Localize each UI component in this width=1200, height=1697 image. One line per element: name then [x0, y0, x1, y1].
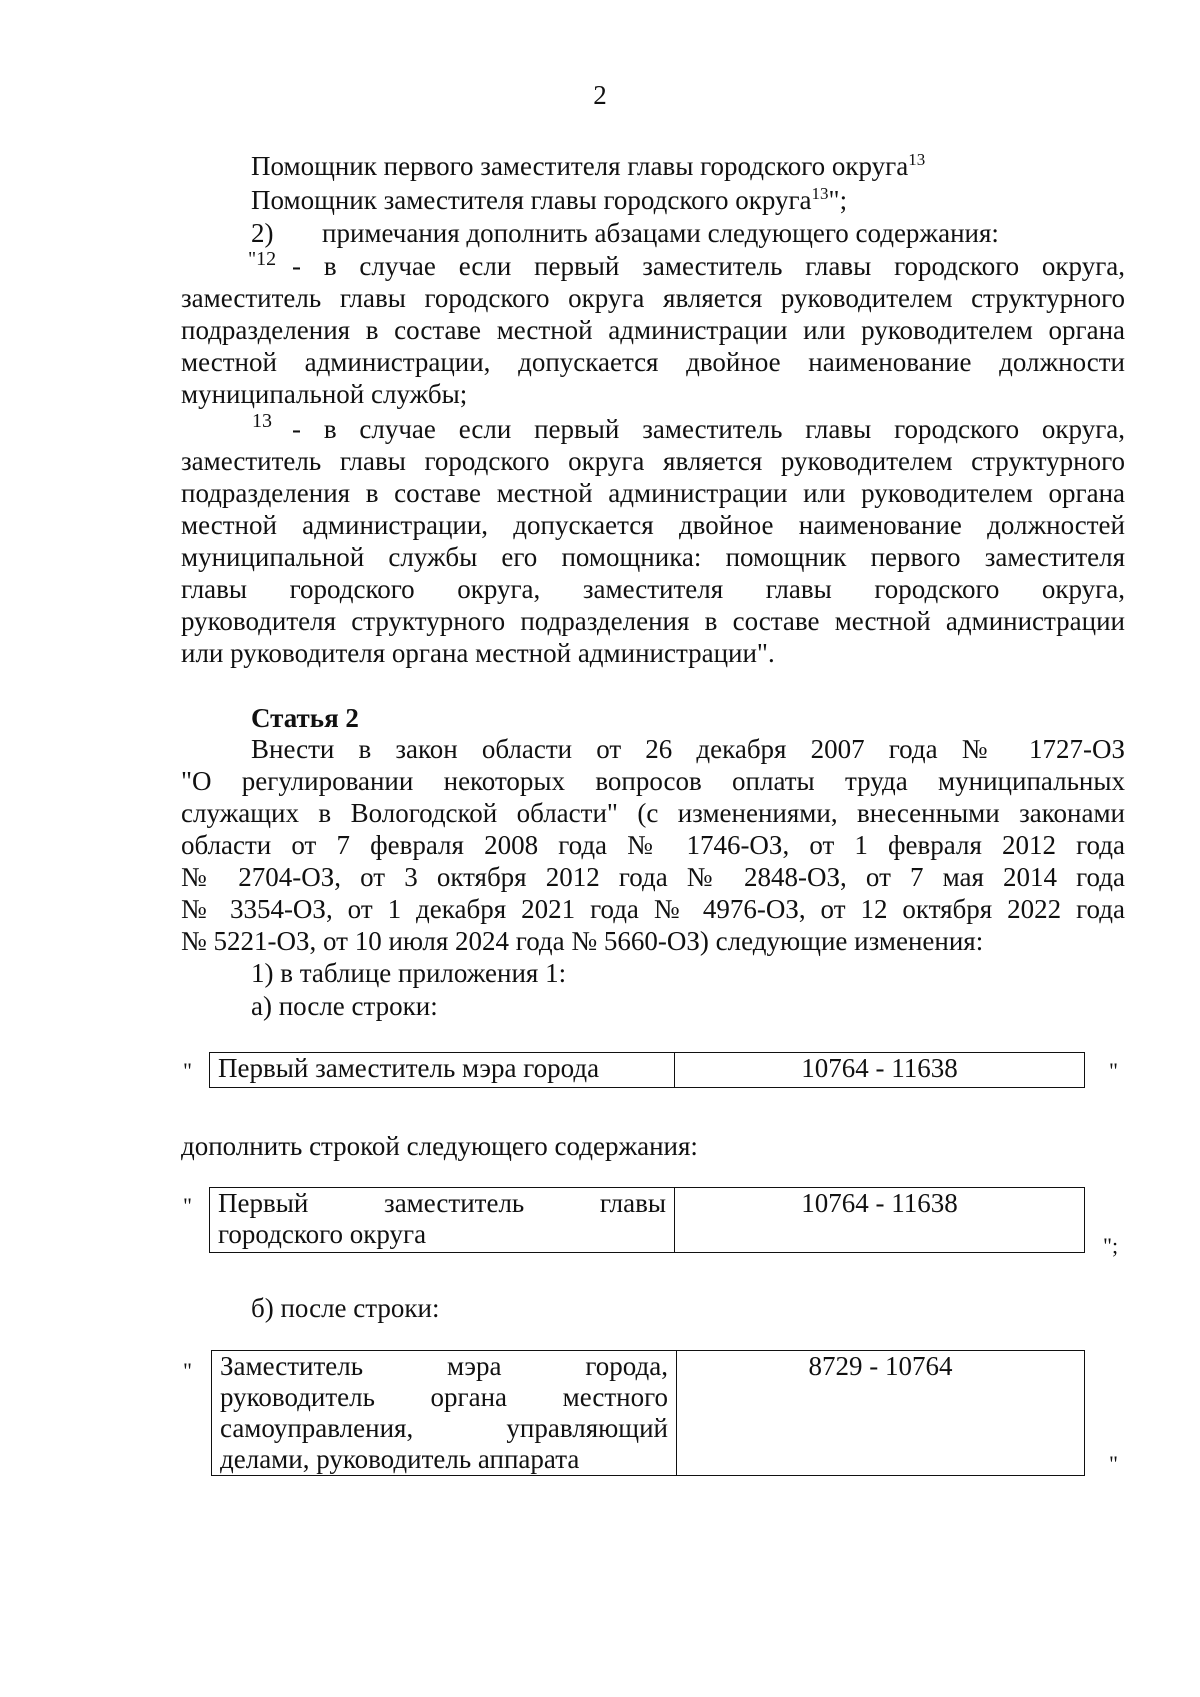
table-2-position: Первый заместитель главы городского округа	[210, 1188, 675, 1253]
note-13-line-8: или руководителя органа местной администрации".	[181, 638, 775, 668]
table-2	[209, 1187, 1085, 1253]
note-13-line-7: руководителя структурного подразделения в составе местной администрации	[181, 606, 1125, 636]
item-2-number: 2)	[251, 218, 274, 248]
table-3-position: Заместитель мэра города, руководитель органа местного самоуправления, управляющий делами, руководитель аппарата	[212, 1351, 677, 1476]
assistant-first-deputy-line: Помощник первого заместителя главы городского округа$^{13}$	[251, 150, 926, 181]
add-row-text: дополнить строкой следующего содержания:	[181, 1131, 698, 1161]
note-13-line-4: местной администрации, допускается двойное наименование должностей	[181, 510, 1125, 540]
table-2-close-quote: ";	[1103, 1233, 1119, 1258]
note-12-line-4: местной администрации, допускается двойное наименование должности	[181, 347, 1125, 377]
footnote-ref-13: 13	[811, 184, 829, 203]
table-1	[209, 1052, 1085, 1088]
note-13-line-6: главы городского округа, заместителя главы городского округа,	[181, 574, 1125, 604]
note-13-line-3: подразделения в составе местной администрации или руководителем органа	[181, 478, 1125, 508]
article-2-line-1: Внести в закон области от 26 декабря 2007 года № 1727-ОЗ	[251, 734, 1125, 764]
assistant-deputy-line: Помощник заместителя главы городского округа$^{13}$";	[251, 184, 848, 215]
page-number: 2	[593, 80, 607, 110]
article-2-line-3: служащих в Вологодской области" (с изменениями, внесенными законами	[181, 798, 1125, 828]
table-row	[210, 1053, 1085, 1088]
table-3	[211, 1350, 1085, 1476]
note-13-line-5: муниципальной службы его помощника: помощник первого заместителя	[181, 542, 1125, 572]
footnote-ref-13: 13	[908, 150, 926, 169]
note-13-line-1: - в случае если первый заместитель главы городского округа,	[292, 414, 1125, 444]
table-1-open-quote: "	[183, 1058, 192, 1083]
table-1-close-quote: "	[1109, 1058, 1118, 1083]
sub-item-b: б) после строки:	[251, 1293, 440, 1323]
article-2-line-2: "О регулировании некоторых вопросов оплаты труда муниципальных	[181, 766, 1125, 796]
note-12-line-1: - в случае если первый заместитель главы городского округа,	[292, 251, 1125, 281]
note-12-line-2: заместитель главы городского округа является руководителем структурного	[181, 283, 1125, 313]
note-13-line-2: заместитель главы городского округа является руководителем структурного	[181, 446, 1125, 476]
note-12-marker: "12	[248, 248, 277, 270]
table-3-salary: 8729 - 10764	[677, 1351, 1085, 1476]
table-2-open-quote: "	[183, 1193, 192, 1218]
sub-item-a: а) после строки:	[251, 991, 438, 1021]
item-2-text: примечания дополнить абзацами следующего содержания:	[322, 218, 999, 248]
sub-item-1: 1) в таблице приложения 1:	[251, 958, 567, 988]
table-row	[212, 1351, 1085, 1476]
table-row	[210, 1188, 1085, 1253]
table-1-position: Первый заместитель мэра города	[210, 1053, 675, 1088]
article-2-line-7: № 5221-ОЗ, от 10 июля 2024 года № 5660-ОЗ) следующие изменения:	[181, 926, 984, 956]
table-1-salary: 10764 - 11638	[675, 1053, 1085, 1088]
note-13-marker: 13	[252, 410, 272, 432]
article-2-line-4: области от 7 февраля 2008 года № 1746-ОЗ, от 1 февраля 2012 года	[181, 830, 1125, 860]
article-2-line-5: № 2704-ОЗ, от 3 октября 2012 года № 2848-ОЗ, от 7 мая 2014 года	[181, 862, 1125, 892]
table-2-salary: 10764 - 11638	[675, 1188, 1085, 1253]
table-3-close-quote: "	[1109, 1451, 1118, 1476]
article-2-line-6: № 3354-ОЗ, от 1 декабря 2021 года № 4976-ОЗ, от 12 октября 2022 года	[181, 894, 1125, 924]
note-12-line-3: подразделения в составе местной администрации или руководителем органа	[181, 315, 1125, 345]
note-12-line-5: муниципальной службы;	[181, 379, 468, 409]
table-3-open-quote: "	[183, 1358, 192, 1383]
article-2-heading: Статья 2	[251, 703, 359, 733]
